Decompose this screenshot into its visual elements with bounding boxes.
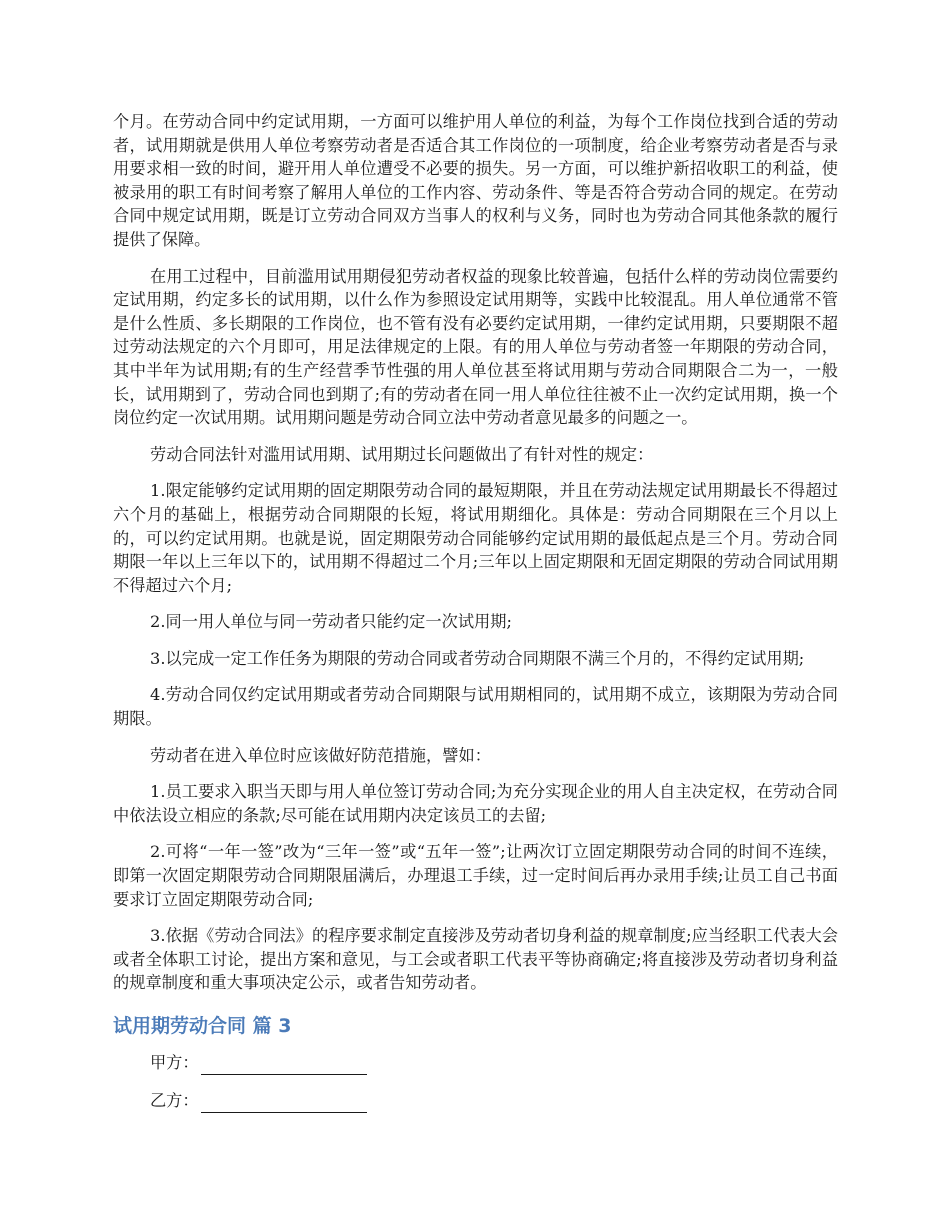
section-title: 试用期劳动合同 篇 3 — [113, 1015, 292, 1037]
party-b-field — [150, 1089, 838, 1113]
party-a-label: 甲方： — [150, 1053, 199, 1072]
paragraph-rule-2: 2.同一用人单位与同一劳动者只能约定一次试用期; — [150, 612, 513, 632]
paragraph-measures-intro: 劳动者在进入单位时应该做好防范措施，譬如： — [150, 745, 491, 765]
paragraph-rule-4: 4.劳动合同仅约定试用期或者劳动合同期限与试用期相同的，试用期不成立，该期限为劳动合同期限。 — [113, 685, 838, 729]
party-b-label: 乙方： — [150, 1091, 199, 1110]
paragraph-probation-purpose: 个月。在劳动合同中约定试用期，一方面可以维护用人单位的利益，为每个工作岗位找到合适的劳动者，试用期就是供用人单位考察劳动者是否适合其工作岗位的一项制度，给企业考察劳动者是否与录用要求相一致的时间，避开用人单位遭受不必要的损失。另一方面，可以维护新招收职工的利益，使被录用的职工有时间考察了解用人单位的工作内容、劳动条件、等是否符合劳动合同的规定。在劳动合同中规定试用期，既是订立劳动合同双方当事人的权利与义务，同时也为劳动合同其他条款的履行提供了保障。 — [113, 112, 838, 249]
paragraph-measure-3: 3.依据《劳动合同法》的程序要求制定直接涉及劳动者切身利益的规章制度;应当经职工代表大会或者全体职工讨论，提出方案和意见，与工会或者职工代表平等协商确定;将直接涉及劳动者切身利益的规章制度和重大事项决定公示，或者告知劳动者。 — [113, 926, 838, 993]
paragraph-law-intro: 劳动合同法针对滥用试用期、试用期过长问题做出了有针对性的规定： — [150, 444, 654, 464]
party-a-field — [150, 1051, 838, 1075]
party-a-blank-line — [201, 1056, 367, 1075]
paragraph-measure-2: 2.可将“一年一签”改为“三年一签”或“五年一签”;让两次订立固定期限劳动合同的时间不连续，即第一次固定期限劳动合同期限届满后，办理退工手续，过一定时间后再办录用手续;让员工自己书面要求订立固定期限劳动合同; — [113, 842, 838, 909]
paragraph-rule-3: 3.以完成一定工作任务为期限的劳动合同或者劳动合同期限不满三个月的，不得约定试用期; — [150, 648, 805, 668]
paragraph-probation-abuse: 在用工过程中，目前滥用试用期侵犯劳动者权益的现象比较普遍，包括什么样的劳动岗位需要约定试用期，约定多长的试用期，以什么作为参照设定试用期等，实践中比较混乱。用人单位通常不管是什么性质、多长期限的工作岗位，也不管有没有必要约定试用期，一律约定试用期，只要期限不超过劳动法规定的六个月即可，用足法律规定的上限。有的用人单位与劳动者签一年期限的劳动合同，其中半年为试用期;有的生产经营季节性强的用人单位甚至将试用期与劳动合同期限合二为一，一般长，试用期到了，劳动合同也到期了;有的劳动者在同一用人单位往往被不止一次约定试用期，换一个岗位约定一次试用期。试用期问题是劳动合同立法中劳动者意见最多的问题之一。 — [113, 266, 838, 428]
paragraph-rule-1: 1.限定能够约定试用期的固定期限劳动合同的最短期限，并且在劳动法规定试用期最长不得超过六个月的基础上，根据劳动合同期限的长短，将试用期细化。具体是：劳动合同期限在三个月以上的，可以约定试用期。也就是说，固定期限劳动合同能够约定试用期的最低起点是三个月。劳动合同期限一年以上三年以下的，试用期不得超过二个月;三年以上固定期限和无固定期限的劳动合同试用期不得超过六个月; — [113, 481, 838, 595]
party-b-blank-line — [201, 1094, 367, 1113]
paragraph-measure-1: 1.员工要求入职当天即与用人单位签订劳动合同;为充分实现企业的用人自主决定权，在劳动合同中依法设立相应的条款;尽可能在试用期内决定该员工的去留; — [113, 782, 838, 825]
